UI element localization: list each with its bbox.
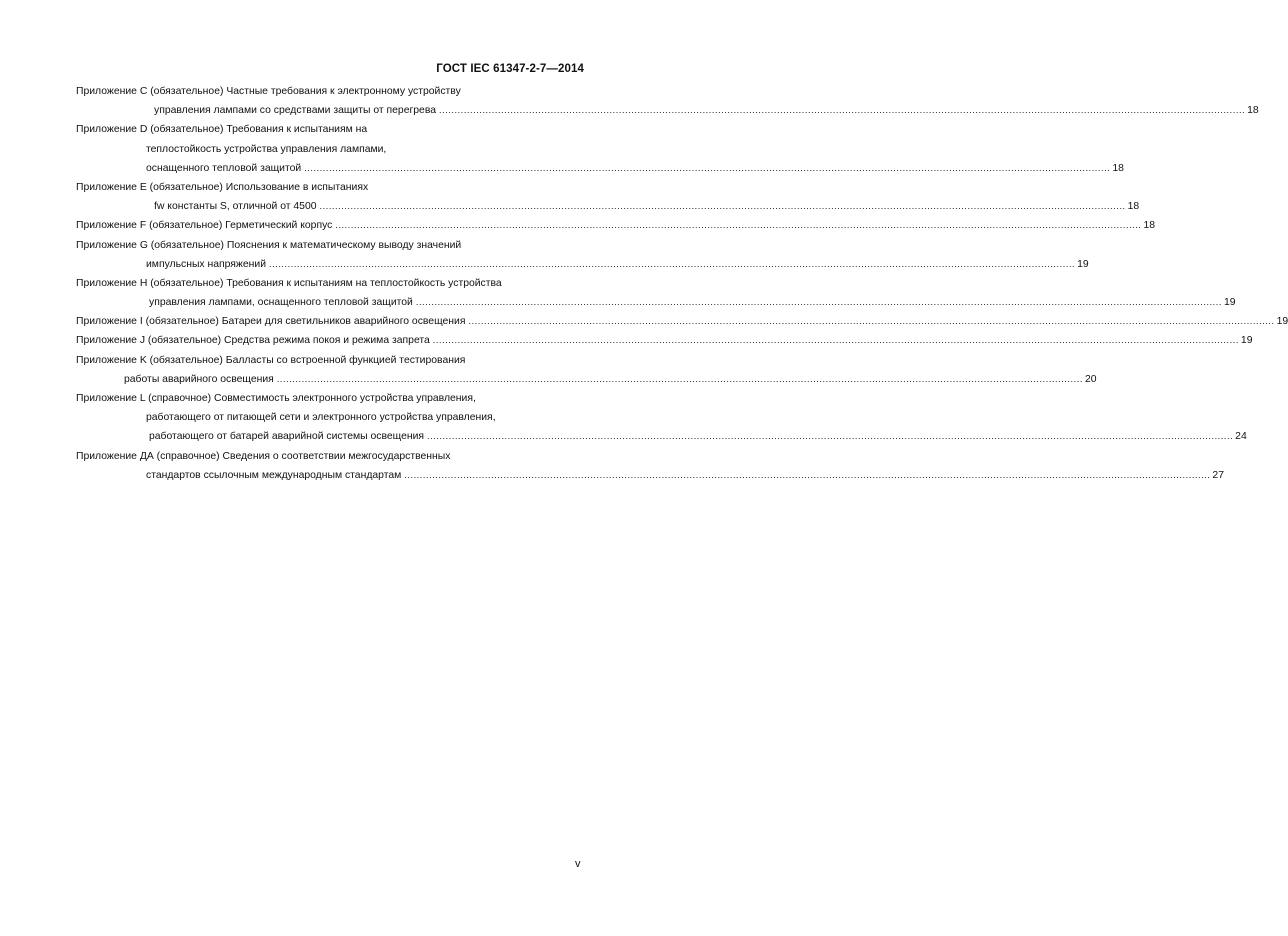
toc-page-number: 20	[1084, 373, 1097, 385]
table-of-contents	[76, 82, 1288, 485]
toc-dot-leader: ....................................................................................................................................................................................................................................................................	[468, 316, 1275, 327]
toc-entry-line	[76, 370, 1097, 389]
toc-entry[interactable]	[76, 120, 1124, 178]
toc-entry-line	[76, 312, 1288, 331]
toc-entry-line	[76, 331, 1253, 350]
toc-entry-text: управления лампами, оснащенного тепловой защитой	[149, 297, 413, 309]
toc-dot-leader: ....................................................................................................................................................................................................................................................................	[427, 431, 1234, 442]
toc-entry[interactable]	[76, 178, 1140, 216]
document-code-header: ГОСТ IEC 61347-2-7—2014	[436, 63, 584, 75]
toc-page-number: 18	[1127, 201, 1140, 213]
toc-entry-text: стандартов ссылочным международным стандартам	[146, 469, 402, 481]
page-number: v	[575, 858, 581, 870]
toc-entry[interactable]	[76, 82, 1259, 120]
toc-dot-leader: ....................................................................................................................................................................................................................................................................	[335, 220, 1142, 231]
toc-dot-leader: ....................................................................................................................................................................................................................................................................	[415, 297, 1222, 308]
toc-entry-text: работающего от батарей аварийной системы освещения	[149, 431, 425, 443]
toc-entry[interactable]	[76, 351, 1097, 389]
toc-entry-line	[76, 447, 552, 466]
toc-entry-line	[76, 101, 1259, 120]
toc-dot-leader: ....................................................................................................................................................................................................................................................................	[269, 258, 1076, 269]
toc-dot-leader: ....................................................................................................................................................................................................................................................................	[439, 105, 1246, 116]
toc-page-number: 19	[1077, 258, 1089, 270]
toc-page-number: 24	[1235, 431, 1247, 443]
toc-entry-line	[76, 178, 552, 197]
toc-entry-text: импульсных напряжений	[146, 258, 267, 270]
toc-dot-leader: ....................................................................................................................................................................................................................................................................	[404, 469, 1211, 480]
toc-entry-line	[76, 159, 1124, 178]
toc-entry-line	[76, 197, 1140, 216]
toc-entry-line	[76, 389, 552, 408]
toc-entry-line	[76, 236, 552, 255]
toc-page-number: 18	[1247, 105, 1259, 117]
toc-dot-leader: ....................................................................................................................................................................................................................................................................	[319, 201, 1126, 212]
toc-entry-line	[76, 120, 552, 139]
toc-entry-text: теплостойкость устройства управления лампами,	[146, 143, 387, 155]
toc-entry-text: Приложение L (справочное) Совместимость электронного устройства управления,	[76, 393, 476, 404]
toc-dot-leader: ....................................................................................................................................................................................................................................................................	[304, 162, 1111, 173]
toc-entry-text: Приложение H (обязательное) Требования к испытаниям на теплостойкость устройства	[76, 277, 502, 289]
toc-entry[interactable]	[76, 389, 1247, 447]
toc-page-number: 18	[1112, 162, 1124, 174]
toc-entry-text: Приложение Е (обязательное) Использование в испытаниях	[76, 181, 369, 193]
toc-entry-text: Приложение F (обязательное) Герметический корпус	[76, 220, 333, 232]
toc-entry[interactable]	[76, 447, 1224, 485]
toc-entry-line	[76, 408, 552, 427]
toc-entry-text: Приложение G (обязательное) Пояснения к математическому выводу значений	[76, 239, 462, 251]
toc-entry-text: управления лампами со средствами защиты от перегрева	[154, 105, 437, 117]
toc-page-number: 19	[1223, 297, 1236, 309]
toc-entry-text: Приложение I (обязательное) Батареи для светильников аварийного освещения	[76, 316, 466, 328]
toc-entry[interactable]	[76, 312, 1288, 331]
toc-dot-leader: ....................................................................................................................................................................................................................................................................	[432, 335, 1239, 346]
toc-entry-text: Приложение K (обязательное) Балласты со встроенной функцией тестирования	[76, 354, 466, 366]
toc-entry-text: fw константы S, отличной от 4500	[154, 201, 317, 213]
toc-page-number: 27	[1212, 469, 1224, 481]
toc-entry-line	[76, 351, 552, 370]
toc-entry-line	[76, 140, 552, 159]
toc-entry[interactable]	[76, 236, 1089, 274]
toc-entry-text: оснащенного тепловой защитой	[146, 162, 302, 174]
toc-entry-text: работающего от питающей сети и электронного устройства управления,	[146, 412, 496, 424]
toc-entry[interactable]	[76, 331, 1253, 350]
toc-entry-line	[76, 466, 1224, 485]
toc-entry-line	[76, 255, 1089, 274]
toc-entry-text: Приложение С (обязательное) Частные требования к электронному устройству	[76, 86, 461, 97]
toc-entry-line	[76, 274, 552, 293]
toc-entry-line	[76, 216, 1156, 235]
toc-entry[interactable]	[76, 274, 1236, 312]
toc-page-number: 19	[1276, 316, 1288, 328]
toc-entry-line	[76, 293, 1236, 312]
toc-entry-text: Приложение ДА (справочное) Сведения о соответствии межгосударственных	[76, 450, 451, 462]
toc-entry-line	[76, 427, 1247, 446]
toc-entry-text: Приложение J (обязательное) Средства режима покоя и режима запрета	[76, 335, 430, 347]
toc-entry-line	[76, 82, 552, 101]
toc-entry-text: Приложение D (обязательное) Требования к испытаниям на	[76, 124, 368, 136]
toc-page-number: 18	[1143, 220, 1156, 232]
toc-entry-text: работы аварийного освещения	[124, 373, 274, 385]
toc-entry[interactable]	[76, 216, 1156, 235]
toc-dot-leader: ....................................................................................................................................................................................................................................................................	[276, 373, 1083, 384]
toc-page-number: 19	[1240, 335, 1253, 347]
